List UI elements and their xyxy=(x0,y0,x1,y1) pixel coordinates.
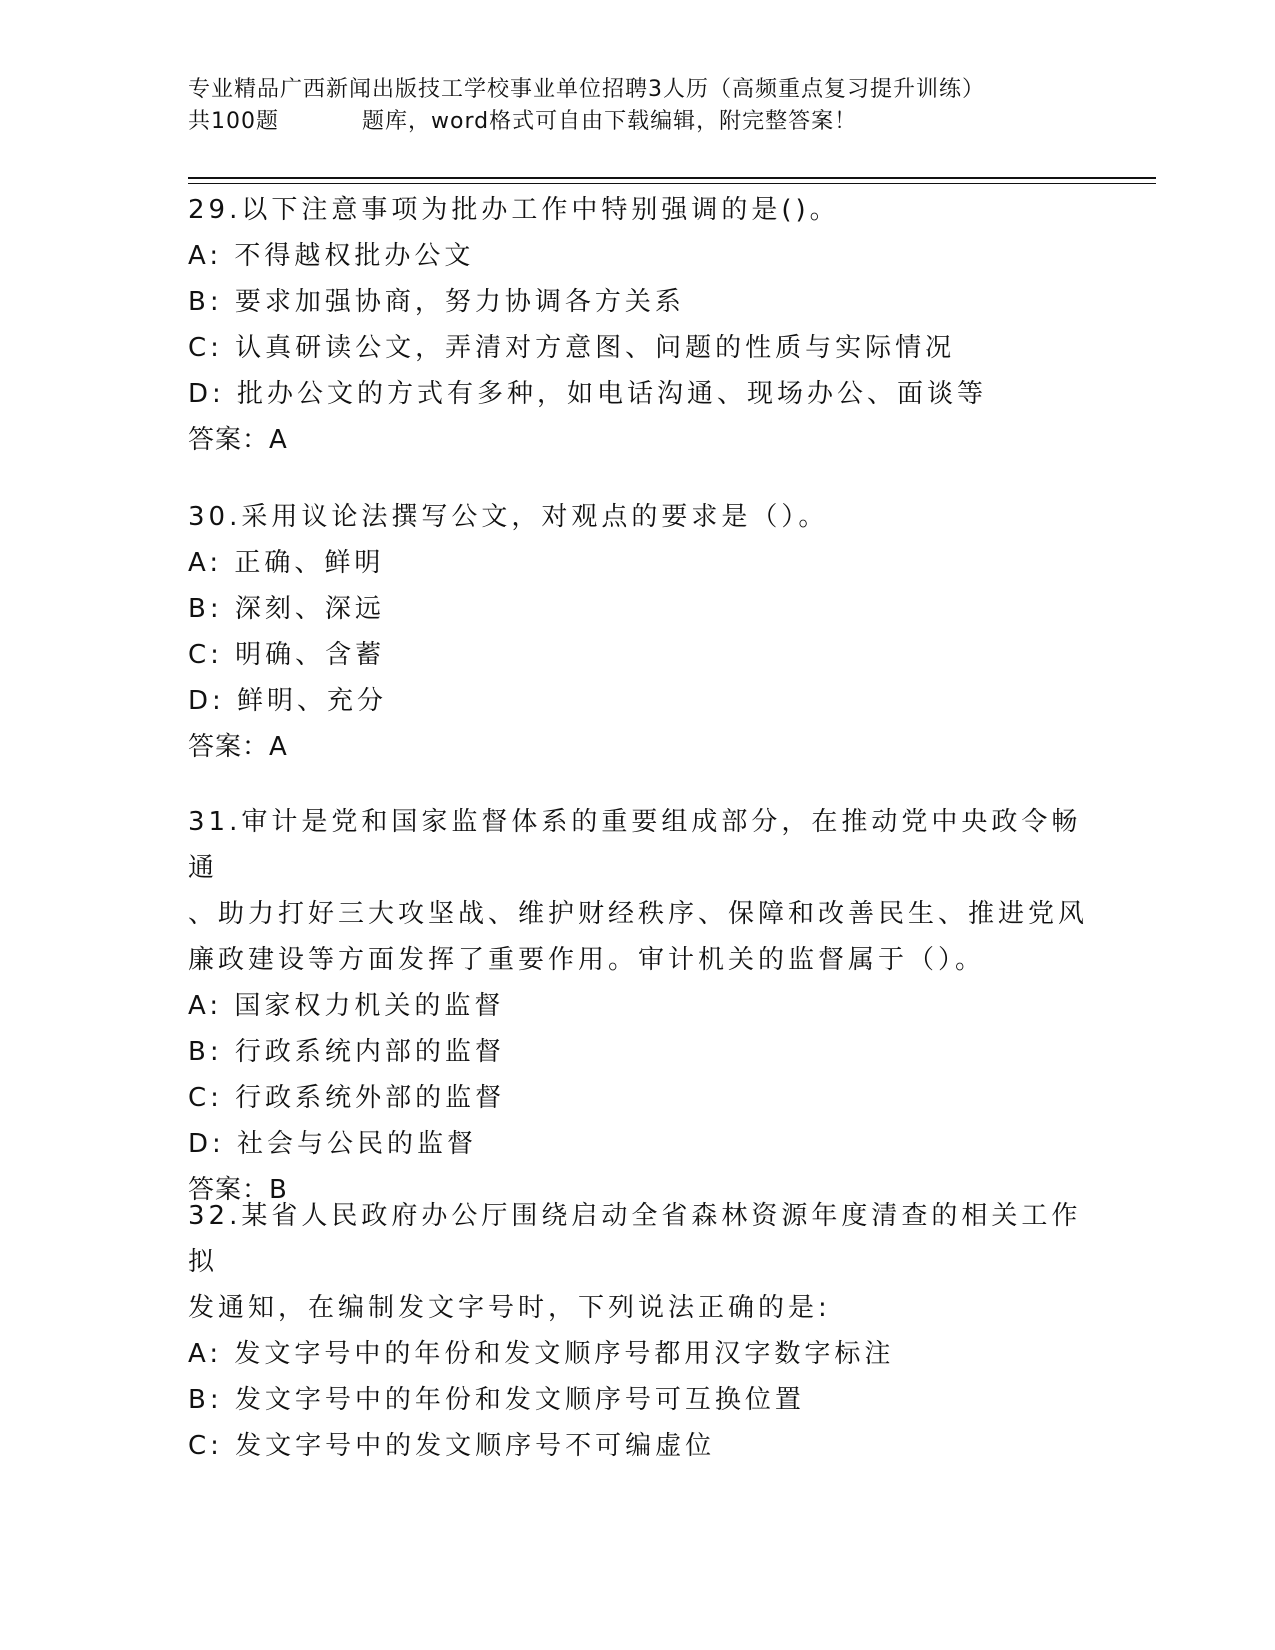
question-stem-line: 32.某省人民政府办公厅围绕启动全省森林资源年度清查的相关工作拟 xyxy=(188,1201,1082,1277)
header-subtitle-line xyxy=(188,106,1088,138)
answer-line xyxy=(188,724,1088,770)
option-c: C: 行政系统外部的监督 xyxy=(188,1083,506,1113)
answer-value: A xyxy=(269,425,288,455)
option-c: C: 明确、含蓄 xyxy=(188,640,386,670)
header-divider-thick xyxy=(188,177,1156,179)
option-b: B: 要求加强协商，努力协调各方关系 xyxy=(188,287,685,317)
header-title-line: 专业精品广西新闻出版技工学校事业单位招聘3人历（高频重点复习提升训练） xyxy=(188,77,985,102)
option-b: B: 发文字号中的年份和发文顺序号可互换位置 xyxy=(188,1385,805,1415)
option-d: D: 社会与公民的监督 xyxy=(188,1129,478,1159)
answer-label: 答案： xyxy=(188,1175,270,1205)
question-stem: 30.采用议论法撰写公文，对观点的要求是（）。 xyxy=(188,502,829,532)
question-stem-line: 31.审计是党和国家监督体系的重要组成部分，在推动党中央政令畅通 xyxy=(188,807,1082,883)
option-a: A: 发文字号中的年份和发文顺序号都用汉字数字标注 xyxy=(188,1339,895,1369)
answer-line xyxy=(188,417,1088,463)
option-c: C: 发文字号中的发文顺序号不可编虚位 xyxy=(188,1431,716,1461)
answer-value: B xyxy=(269,1175,288,1205)
document-header xyxy=(188,74,1088,138)
header-divider-thin xyxy=(188,183,1156,184)
option-a: A: 不得越权批办公文 xyxy=(188,241,475,271)
question-stem-line: 廉政建设等方面发挥了重要作用。审计机关的监督属于（）。 xyxy=(188,945,986,975)
answer-label: 答案： xyxy=(188,425,270,455)
option-c: C: 认真研读公文，弄清对方意图、问题的性质与实际情况 xyxy=(188,333,956,363)
question-31 xyxy=(188,799,1088,1213)
option-a: A: 正确、鲜明 xyxy=(188,548,385,578)
question-stem: 29.以下注意事项为批办工作中特别强调的是()。 xyxy=(188,195,840,225)
question-29 xyxy=(188,187,1088,463)
option-a: A: 国家权力机关的监督 xyxy=(188,991,505,1021)
header-description: 题库，word格式可自由下载编辑，附完整答案！ xyxy=(362,109,858,134)
option-d: D: 批办公文的方式有多种，如电话沟通、现场办公、面谈等 xyxy=(188,379,988,409)
answer-value: A xyxy=(269,732,288,762)
question-32 xyxy=(188,1193,1088,1469)
question-stem-line: 发通知，在编制发文字号时，下列说法正确的是: xyxy=(188,1293,831,1323)
header-question-count: 共100题 xyxy=(188,109,279,134)
option-b: B: 深刻、深远 xyxy=(188,594,385,624)
option-b: B: 行政系统内部的监督 xyxy=(188,1037,505,1067)
question-stem-line: 、助力打好三大攻坚战、维护财经秩序、保障和改善民生、推进党风 xyxy=(188,899,1089,929)
option-d: D: 鲜明、充分 xyxy=(188,686,388,716)
answer-label: 答案： xyxy=(188,732,270,762)
question-30 xyxy=(188,494,1088,770)
